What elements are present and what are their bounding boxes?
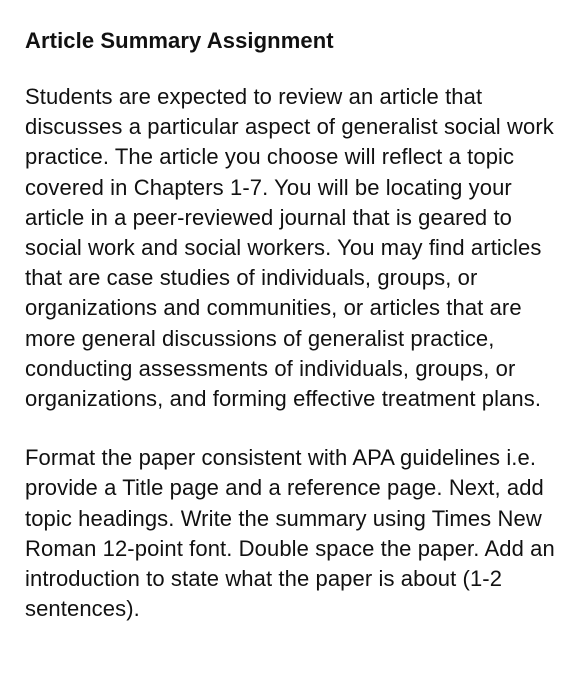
document-title: Article Summary Assignment: [25, 28, 334, 53]
assignment-description-paragraph: Students are expected to review an article that discusses a particular aspect of generalist social work practice. The article you choose will reflect a topic covered in Chapters 1-7. You will be locating your article in a peer-reviewed journal that is geared to social work and social workers. You may find articles that are case studies of individuals, groups, or organizations and communities, or articles that are more general discussions of generalist practice, conducting assessments of individuals, groups, or organizations, and forming effective treatment plans.: [25, 84, 554, 412]
formatting-instructions-paragraph: Format the paper consistent with APA guidelines i.e. provide a Title page and a reference page. Next, add topic headings. Write the summary using Times New Roman 12-point font. Double space the paper. Add an introduction to state what the paper is about (1-2 sentences).: [25, 445, 555, 622]
